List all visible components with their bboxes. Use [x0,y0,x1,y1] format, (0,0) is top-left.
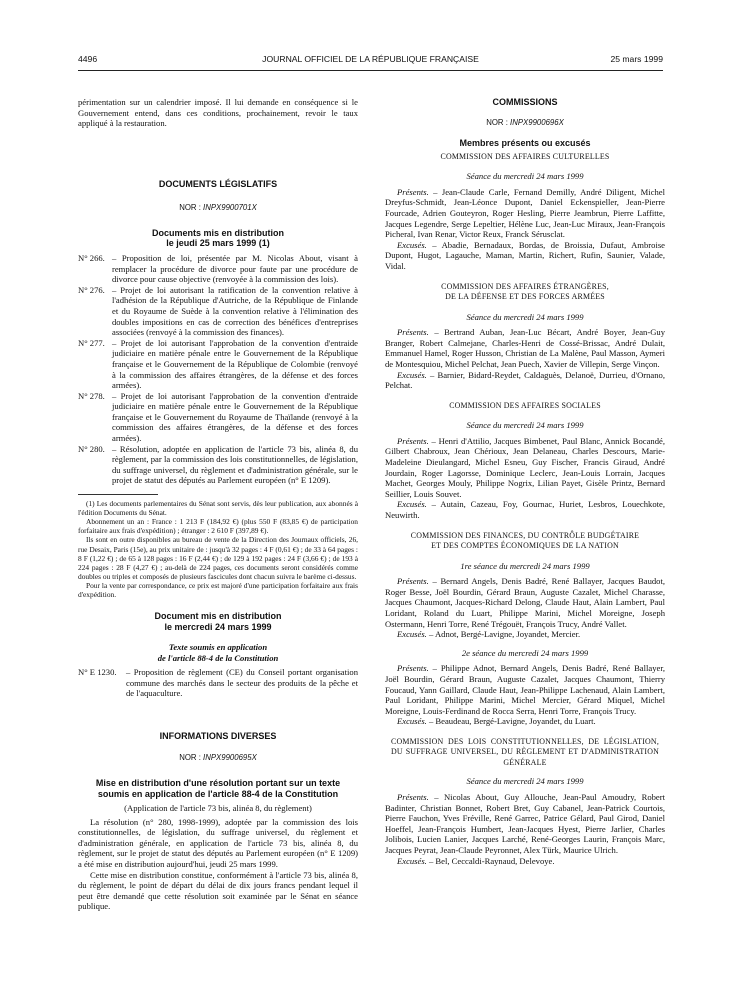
excuses-label: Excusés. [397,369,427,380]
list-item [78,667,358,699]
excuses-list: – Beaudeau, Bergé-Lavigne, Joyandet, du Luart. [428,716,596,727]
presents-list: – Philippe Adnot, Bernard Angels, Denis Badré, René Ballayer, Joël Bourdin, Gérard Braun, Auguste Cazalet, Jacques Chaumont, Thierry Foucaud, Yann Gaillard, Claude Haut, Jean-Philippe Lachenaud, Alain Lambert, Paul Loridant, Philippe Marini, Michel Mercier, Gérard Miquel, Michel Moreigne, Louis-Ferdinand de Rocca Serra, Henri Torre, François Trucy. [385,663,665,716]
footnote: Abonnement un an : France : 1 213 F (184,92 €) (plus 550 F (83,85 €) de participation forfaitaire aux frais d'expédition) ; étranger : 2 610 F (397,89 €). [78,517,358,536]
commission-name: COMMISSION DES AFFAIRES ÉTRANGÈRES, [441,281,609,291]
presents-list: – Henri d'Attilio, Jacques Bimbenet, Paul Blanc, Annick Bocandé, Gilbert Chabroux, Jean Chérioux, Jean Delaneau, Charles Descours, Marie-Madeleine Dieulangard, Michel Esneu, Guy Fischer, Francis Giraud, André Jourdain, Roger Lagorsse, Dominique Leclerc, Jean-Louis Lorrain, Jacques Machet, Georges Mouly, Philippe Nogrix, Lilian Payet, Gisèle Printz, Bernard Seillier, Louis Souvet. [385,435,665,499]
info-paragraph-2: Cette mise en distribution constitue, conformément à l'article 73 bis, alinéa 8, du règlement, le point de départ du délai de dix jours francs pendant lequel il peut être demandé que cette résolution soit examinée par le Sénat en séance publique. [78,869,358,912]
docs2-subtitle-1: Document mis en distribution [154,611,282,622]
excuses-label: Excusés. [397,629,427,640]
intro-paragraph: périmentation sur un calendrier imposé. Il lui demande en conséquence si le Gouvernement entend, dans ces conditions, prochainement, revoir le taux appliqué à la restauration. [78,97,358,129]
docs-nor [78,203,358,214]
item-text: – Projet de loi autorisant la ratification de la convention relative à l'adhésion de la République d'Autriche, de la République de Finlande et du Royaume de Suède à la convention relative à l'élimination des doubles impositions en cas de correction des bénéfices d'entreprises associées (renvoyé à la commission des finances). [112,284,358,338]
docs-section-title: DOCUMENTS LÉGISLATIFS [158,178,278,189]
nor-code: INPX9900701X [203,203,257,213]
presents-label: Présents. [397,576,429,587]
issue-date: 25 mars 1999 [610,54,663,64]
excuses-paragraph [385,499,665,520]
docs2-italic-1: Texte soumis en application [168,642,268,653]
presents-paragraph [385,663,665,716]
excuses-paragraph [385,856,665,867]
list-item [78,253,358,285]
nor-prefix: NOR : [179,753,204,763]
presents-paragraph [385,576,665,629]
footnote: Ils sont en outre disponibles au bureau de vente de la Direction des Journaux officiels, 26, rue Desaix, Paris (15e), au prix unitaire de : jusqu'à 32 pages : 4 F (0,61 €) ; de 33 à 64 pages : 8 F (1,22 €) ; de 65 à 128 pages : 16 F (2,44 €) ; de 129 à 192 pages : 24 F (3,66 €) ; de 193 à 224 pages : 28 F (4,27 €) ; au-delà de 224 pages, ces documents seront considérés comme doubles ou triples et composés de plusieurs fascicules dont chacun suivra le barème ci-dessus. [78,535,358,581]
left-column [78,97,358,912]
excuses-list: – Autain, Cazeau, Foy, Gournac, Huriet, Lesbros, Louechkote, Neuwirth. [385,499,665,521]
list-item [78,285,358,338]
journal-title: JOURNAL OFFICIEL DE LA RÉPUBLIQUE FRANÇAISE [262,54,479,64]
commission-name-line-2: ET DES COMPTES ÉCONOMIQUES DE LA NATION [431,541,619,551]
excuses-list: – Abadie, Bernadaux, Bordas, de Broissia, Dufaut, Ambroise Dupont, Hugot, Lagauche, Maman, Martin, Richert, Rufin, Saunier, Valade, Vidal. [385,239,665,272]
item-number: N° 266. [78,252,105,263]
item-text: – Projet de loi autorisant l'approbation de la convention d'entraide judiciaire en matière pénale entre le Gouvernement de la République française et le Gouvernement de la République de Colombie (renvoyé à la commission des affaires étrangères, de la défense et des forces armées). [112,337,358,391]
nor-code: INPX9900695X [203,753,257,763]
presents-list: – Bernard Angels, Denis Badré, René Ballayer, Jacques Baudot, Roger Besse, Joël Bourdin, Gérard Braun, Auguste Cazalet, Michel Charasse, Jacques Chaumont, Jacques-Richard Delong, Claude Haut, Alain Lambert, Paul Loridant, Roland du Luart, Philippe Marini, Michel Moreigne, Joseph Ostermann, Henri Torre, René Trégouët, François Trucy, André Vallet. [385,576,665,629]
item-text: – Projet de loi autorisant l'approbation de la convention d'entraide judiciaire en matière pénale entre le Gouvernement de la République française et le Gouvernement du Royaume de Thaïlande (renvoyé à la commission des affaires étrangères, de la défense et des forces armées). [112,390,358,444]
docs-subtitle-1: Documents mis en distribution [151,227,284,238]
commissions-nor [385,118,665,129]
seance-title: Séance du mercredi 24 mars 1999 [466,420,584,431]
excuses-label: Excusés. [397,239,427,250]
presents-list: – Nicolas About, Guy Allouche, Jean-Paul Amoudry, Robert Badinter, Christian Bonnet, Robert Bret, Guy Cabanel, Jean-Patrick Courtois, Pierre Fauchon, Yves Fréville, René Garrec, Patrice Gélard, Paul Girod, Daniel Hoeffel, Jean-François Humbert, Jean-Jacques Hyest, Pierre Jarlier, Charles Jolibois, Lucien Lanier, Jacques Larché, René-Georges Laurin, François Marc, Jacques Peyrat, Jean-Claude Peyronnet, Alex Türk, Maurice Ulrich. [385,792,665,855]
excuses-paragraph [385,716,665,727]
presents-label: Présents. [397,327,429,338]
commission-name: COMMISSION DES AFFAIRES CULTURELLES [440,151,610,161]
commissions-subtitle: Membres présents ou excusés [459,138,591,149]
presents-paragraph [385,187,665,240]
commissions-title: COMMISSIONS [492,97,558,107]
info-section-title: INFORMATIONS DIVERSES [159,730,277,741]
presents-paragraph [385,436,665,500]
info-nor [78,753,358,764]
footnote: Pour la vente par correspondance, ce prix est majoré d'une participation forfaitaire aux frais d'expédition. [78,580,358,599]
excuses-label: Excusés. [397,499,427,510]
item-text: – Proposition de règlement (CE) du Conseil portant organisation commune des marchés dans le secteur des produits de la pêche et de l'aquaculture. [126,667,358,699]
page-number: 4496 [78,54,98,64]
item-number: N° 276. [78,284,105,295]
list-item [78,444,358,486]
presents-label: Présents. [397,663,429,674]
item-number: N° 278. [78,390,105,401]
item-number: N° E 1230. [78,667,117,678]
seance-title: Séance du mercredi 24 mars 1999 [466,776,584,787]
excuses-paragraph [385,240,665,272]
commission-name-line-2: DE LA DÉFENSE ET DES FORCES ARMÉES [445,292,605,302]
commission-name: COMMISSION DES AFFAIRES SOCIALES [449,400,601,410]
info-paragraph-1: La résolution (n° 280, 1998-1999), adoptée par la commission des lois constitutionnelles, de législation, du suffrage universel, du règlement et d'administration générale, en application de l'article 73 bis, alinéa 8, du règlement, sur le projet de statut des députés au Parlement européen (n° E 1209) a été mise en distribution aujourd'hui, jeudi 25 mars 1999. [78,816,358,869]
commission-name: COMMISSION DES LOIS CONSTITUTIONNELLES, DE LÉGISLATION, DU SUFFRAGE UNIVERSEL, DU RÈGLEMENT ET D'ADMINISTRATION GÉNÉRALE [391,736,659,767]
excuses-label: Excusés. [397,716,427,727]
excuses-paragraph [385,629,665,640]
nor-prefix: NOR : [179,203,204,213]
docs-item-list [78,253,358,486]
page-header [78,54,663,68]
excuses-list: – Bel, Ceccaldi-Raynaud, Delevoye. [428,855,555,866]
presents-paragraph [385,327,665,369]
docs2-italic-2: de l'article 88-4 de la Constitution [157,652,279,663]
commission-name: COMMISSION DES FINANCES, DU CONTRÔLE BUDGÉTAIRE [410,530,640,540]
header-rule [78,70,663,71]
nor-code: INPX9900696X [510,117,564,127]
list-item [78,391,358,444]
item-number: N° 280. [78,443,105,454]
list-item [78,338,358,391]
excuses-list: – Adnot, Bergé-Lavigne, Joyandet, Mercier. [428,629,581,640]
excuses-label: Excusés. [397,855,427,866]
info-subtitle-2: soumis en application de l'article 88-4 de la Constitution [97,788,339,799]
nor-prefix: NOR : [486,117,511,127]
presents-label: Présents. [397,792,429,803]
presents-list: – Jean-Claude Carle, Fernand Demilly, André Diligent, Michel Dreyfus-Schmidt, Jean-Léonce Dupont, Daniel Eckenspieller, Jean-Pierre Fourcade, Adrien Gouteyron, Roger Hesling, Pierre Jeambrun, Pierre Laffitte, Jacques Legendre, Serge Lepeltier, Hélène Luc, Jean-Luc Miraux, Jean-François Picheral, Ivan Renar, Victor Reux, Franck Sérusclat. [385,186,666,240]
presents-list: – Bertrand Auban, Jean-Luc Bécart, André Boyer, Jean-Guy Branger, Robert Calmejane, Charles-Henri de Cossé-Brissac, André Dulait, Emmanuel Hamel, Roger Husson, Christian de La Malène, Paul Masson, Aymeri de Montesquiou, Michel Pelchat, Jean Puech, Xavier de Villepin, Serge Vinçon. [385,327,665,369]
footnote: (1) Les documents parlementaires du Sénat sont servis, dès leur publication, aux abonnés à l'édition Documents du Sénat. [78,499,358,518]
info-subtitle-1: Mise en distribution d'une résolution portant sur un texte [95,778,341,789]
item-text: – Résolution, adoptée en application de l'article 73 bis, alinéa 8, du règlement, par la commission des lois constitutionnelles, de législation, du suffrage universel, du règlement et d'administration générale, sur le projet de statut des députés au Parlement européen (n° E 1209). [112,443,358,486]
seance-title: 2e séance du mercredi 24 mars 1999 [461,647,589,658]
presents-paragraph [385,792,665,856]
seance-title: 1re séance du mercredi 24 mars 1999 [460,560,590,571]
docs-subtitle-2: le jeudi 25 mars 1999 (1) [166,238,270,249]
item-number: N° 277. [78,337,105,348]
presents-label: Présents. [397,186,429,197]
docs2-subtitle-2: le mercredi 24 mars 1999 [164,621,272,632]
seance-title: Séance du mercredi 24 mars 1999 [466,171,584,182]
presents-label: Présents. [397,435,429,446]
item-text: – Proposition de loi, présentée par M. Nicolas About, visant à remplacer la procédure de divorce pour faute par une procédure de divorce pour cause objective (renvoyée à la commission des lois). [112,252,358,285]
info-application: (Application de l'article 73 bis, alinéa 8, du règlement) [124,803,312,814]
right-column [385,97,665,866]
excuses-paragraph [385,370,665,391]
excuses-list: – Barnier, Bidard-Reydet, Caldaguès, Delanoë, Durrieu, d'Ornano, Pelchat. [385,369,665,391]
seance-title: Séance du mercredi 24 mars 1999 [466,311,584,322]
